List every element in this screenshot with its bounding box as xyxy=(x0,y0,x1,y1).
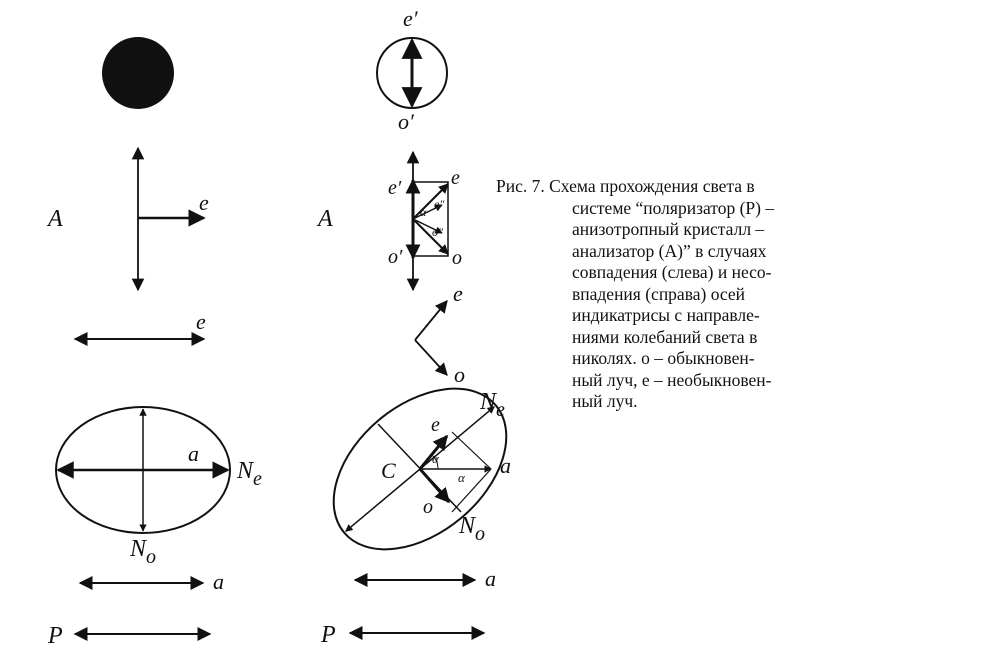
a-label-left-arrow: a xyxy=(213,569,224,594)
e-label-ellipse-right: e xyxy=(431,414,440,436)
e-label-left-horizontal: e xyxy=(196,309,206,334)
caption-line: ный луч. xyxy=(572,391,638,411)
label-e-vector: e xyxy=(451,167,460,189)
split-label-o: o xyxy=(454,362,465,387)
no-label-right: $N_o$ xyxy=(459,513,486,545)
ne-label-right: $N_e$ xyxy=(480,389,505,421)
caption-line: совпадения (слева) и несо- xyxy=(572,262,772,282)
caption-line: анализатор (A)” в случаях xyxy=(572,240,767,261)
label-o-vector: o xyxy=(452,247,462,269)
axis-no-label-left: $N_o$ xyxy=(130,536,157,568)
a-label-right-arrow: a xyxy=(485,566,496,591)
label-e-double-prime: e″ xyxy=(434,197,445,211)
caption-line: индикатрисы с направле- xyxy=(572,305,760,325)
caption-line: системе “поляризатор (P) – xyxy=(572,197,775,218)
decomposition-box xyxy=(413,182,448,256)
e-label-left-top: e xyxy=(199,190,209,215)
axis-a-label-left: a xyxy=(188,441,199,466)
split-stem-o xyxy=(415,340,447,375)
circle-bottom-label: o′ xyxy=(398,109,414,134)
analyzer-label-right: A xyxy=(318,206,333,232)
label-o-prime: o′ xyxy=(388,246,403,268)
caption-line: впадения (справа) осей xyxy=(572,283,746,304)
caption-line: анизотропный кристалл – xyxy=(572,219,765,239)
label-e-prime: e′ xyxy=(388,177,402,199)
split-label-e: e xyxy=(453,281,463,306)
analyzer-label-left: A xyxy=(48,206,63,232)
projection-e-line xyxy=(452,432,491,469)
polarizer-label-left: P xyxy=(48,623,63,649)
dark-field-disc xyxy=(102,37,174,109)
caption-line: Рис. 7. Схема прохождения света в xyxy=(496,176,755,196)
split-stem-e xyxy=(415,301,447,340)
a-label-ellipse-right: a xyxy=(500,453,511,478)
label-o-double-prime: o″ xyxy=(432,225,443,239)
polarizer-label-right: P xyxy=(321,622,336,648)
alpha-label-1: α xyxy=(432,451,439,466)
circle-top-label: e′ xyxy=(403,6,418,31)
left-column xyxy=(46,37,262,649)
caption-line: николях. o – обыкновен- xyxy=(572,348,755,368)
caption-line: ный луч, e – необыкновен- xyxy=(572,369,772,390)
caption-line: ниями колебаний света в xyxy=(572,326,758,347)
o-label-ellipse-right: o xyxy=(423,496,433,518)
label-alpha-small: α xyxy=(420,205,427,219)
alpha-label-2: α xyxy=(458,470,465,485)
axis-ne-label-left: $N_e$ xyxy=(237,458,262,490)
center-c-label: C xyxy=(381,458,396,483)
figure-caption xyxy=(496,176,836,413)
